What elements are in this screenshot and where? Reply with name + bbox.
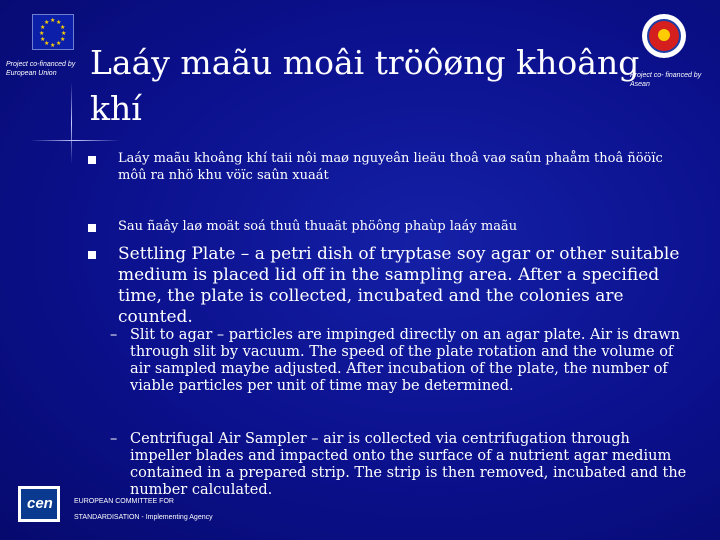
cen-logo-text: cen <box>27 495 53 512</box>
footer-line: EUROPEAN COMMITTEE FOR <box>74 498 174 505</box>
square-bullet-icon <box>88 156 96 164</box>
bullet-text: Settling Plate – a petri dish of tryptase soy agar or other suitable medium is placed lid off in the sampling area. After a specified time, the plate is collected, incubated and the colonies are counted. <box>118 244 680 327</box>
bullet-text: Laáy maãu khoâng khí taii nôi maø nguyeân lieäu thoâ vaø saûn phaåm thoâ ñööïc môû ra nhö khu vöïc saûn xuaát <box>118 151 663 183</box>
asean-credit: Project co- financed by Asean <box>630 72 702 88</box>
sub-bullet-text: Slit to agar – particles are impinged directly on an agar plate. Air is drawn through slit by vacuum. The speed of the plate rotation and the volume of air sampled maybe adjusted. After incubation of the plate, the number of viable particles per unit of time may be determined. <box>130 327 680 394</box>
footer <box>74 494 213 526</box>
sub-bullet-text: Centrifugal Air Sampler – air is collected via centrifugation through impeller blades and impacted onto the surface of a nutrient agar medium contained in a prepared strip. The strip is then removed, incubated and the number calculated. <box>130 431 687 498</box>
dash-bullet: – <box>110 431 118 447</box>
cen-logo <box>18 486 60 522</box>
square-bullet-icon <box>88 251 96 259</box>
asean-emblem-icon <box>642 14 686 58</box>
sub-list-item <box>110 327 690 395</box>
footer-line: STANDARDISATION - Implementing Agency <box>74 514 213 521</box>
decorative-line <box>71 82 72 164</box>
eu-credit: Project co-financed by European Union <box>6 61 76 77</box>
decorative-line <box>30 140 120 141</box>
eu-flag-icon: ★ ★ ★ ★ ★ ★ ★ ★ ★ ★ ★ ★ <box>32 14 74 50</box>
square-bullet-icon <box>88 224 96 232</box>
slide-title: Laáy maãu moâi tröôøng khoâng khí <box>90 43 640 128</box>
dash-bullet: – <box>110 327 118 343</box>
sub-list-item <box>110 431 690 499</box>
bullet-text: Sau ñaây laø moät soá thuû thuaät phöông phaùp laáy maãu <box>118 219 518 234</box>
